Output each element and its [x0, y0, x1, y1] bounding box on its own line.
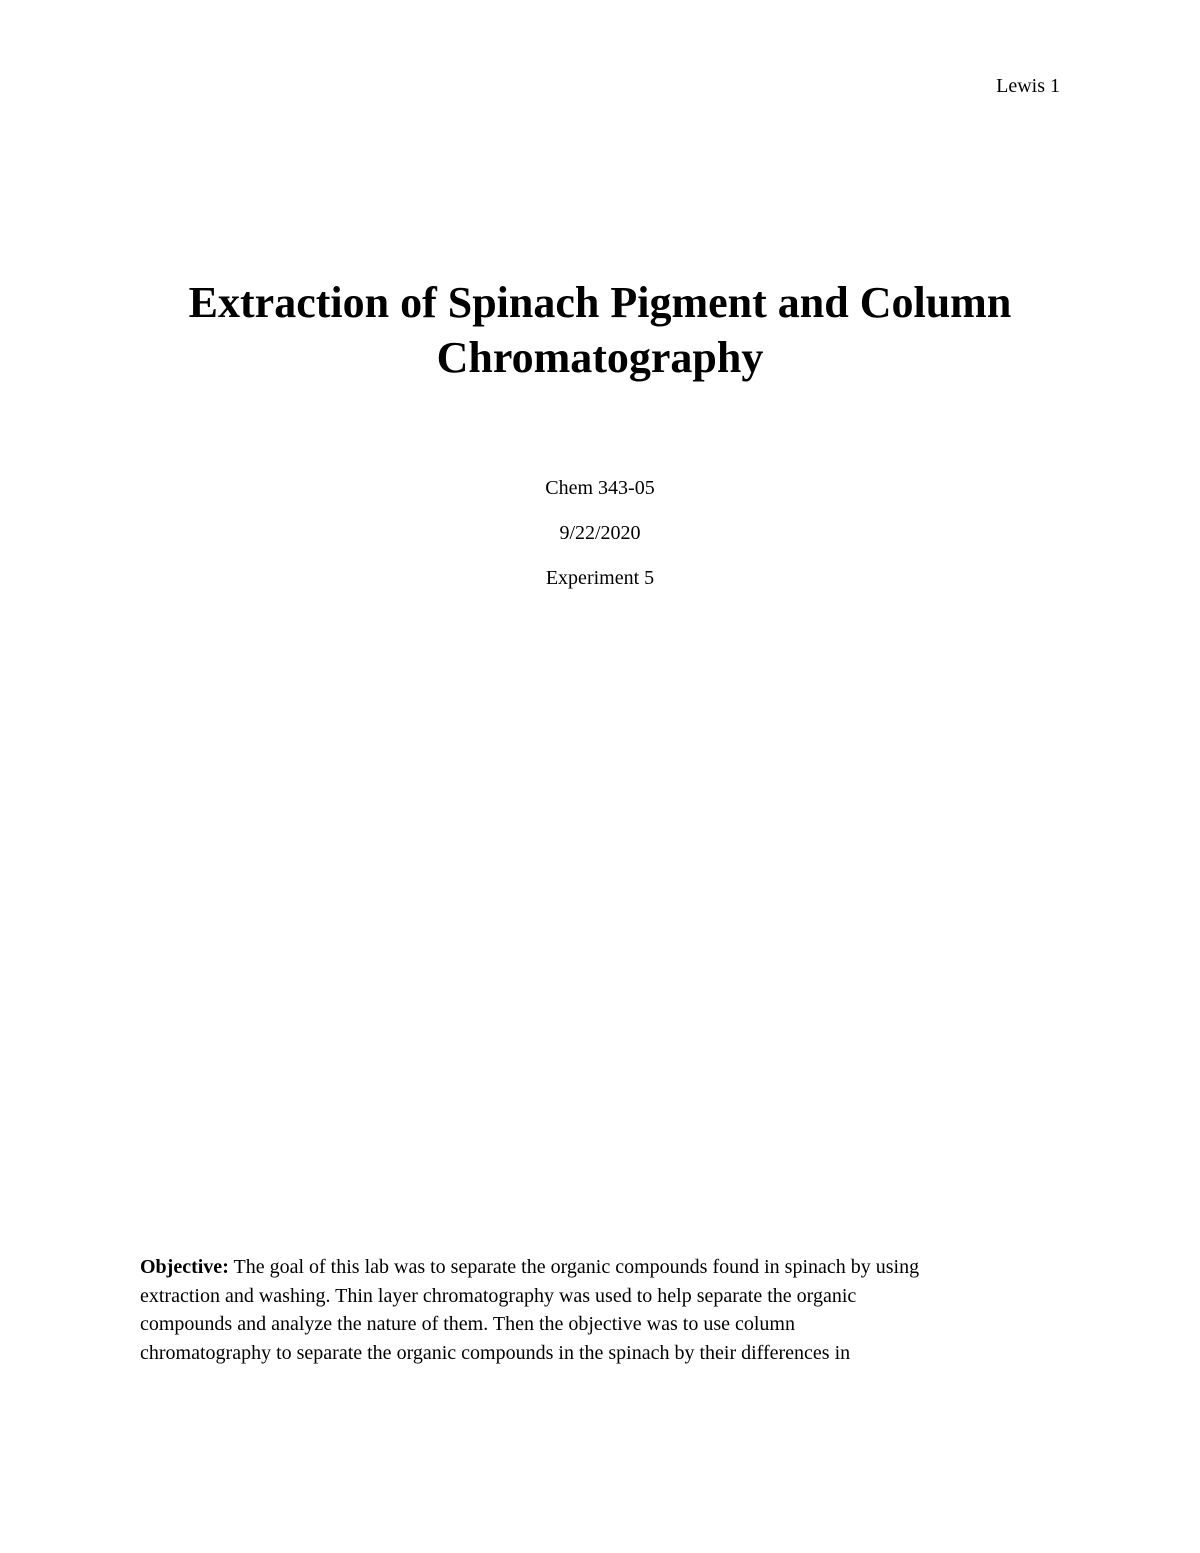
objective-line-4: chromatography to separate the organic compounds in the spinach by their differences in — [140, 1341, 851, 1364]
objective-line-1 — [140, 1253, 1080, 1282]
objective-label: Objective: — [140, 1256, 229, 1278]
objective-line-2: extraction and washing. Thin layer chromatography was used to help separate the organic — [140, 1284, 857, 1307]
title-line-1: Extraction of Spinach Pigment and Column — [188, 278, 1012, 327]
objective-line-3: compounds and analyze the nature of them. Then the objective was to use column — [140, 1313, 795, 1335]
title-page-meta — [300, 476, 900, 611]
experiment-label: Experiment 5 — [545, 567, 655, 589]
objective-paragraph — [140, 1253, 1080, 1367]
objective-line-1-text: The goal of this lab was to separate the organic compounds found in spinach by using — [228, 1256, 920, 1278]
running-head: Lewis 1 — [996, 75, 1060, 97]
title-line-2: Chromatography — [436, 333, 764, 382]
document-title — [100, 275, 1100, 385]
course-label: Chem 343-05 — [545, 477, 655, 499]
date-label: 9/22/2020 — [559, 522, 641, 544]
